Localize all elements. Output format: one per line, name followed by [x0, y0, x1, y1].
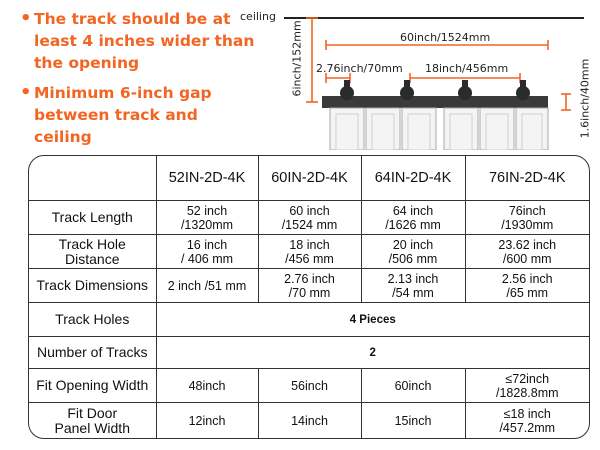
- column-header: 76IN-2D-4K: [465, 156, 589, 201]
- value-cell: 18 inch /456 mm: [258, 235, 361, 269]
- note-text: The track should be at least 4 inches wider than the opening: [34, 10, 255, 72]
- header-corner-cell: [29, 156, 156, 201]
- row-label: Track Hole Distance: [29, 235, 156, 269]
- value-cell: 16 inch / 406 mm: [156, 235, 258, 269]
- table-row: [29, 303, 589, 337]
- table-row: [29, 269, 589, 303]
- column-header: 64IN-2D-4K: [361, 156, 465, 201]
- value-cell: 76inch /1930mm: [465, 201, 589, 235]
- table-row: [29, 235, 589, 269]
- row-label: Number of Tracks: [29, 337, 156, 369]
- value-cell: 23.62 inch /600 mm: [465, 235, 589, 269]
- row-label: Track Length: [29, 201, 156, 235]
- table-row: [29, 201, 589, 235]
- bullet-dot-icon: •: [20, 8, 32, 29]
- track-width-label: 60inch/1524mm: [400, 31, 491, 44]
- hole-spacing-label: 18inch/456mm: [425, 62, 509, 75]
- track-height-label: 1.6inch/40mm: [578, 58, 592, 139]
- gap-label: 6inch/152mm: [290, 20, 304, 97]
- value-cell: 2 inch /51 mm: [156, 269, 258, 303]
- track-diagram: [0, 0, 600, 150]
- merged-value-cell: 4 Pieces: [156, 303, 589, 337]
- spec-table-body: [29, 201, 589, 439]
- spec-table: [29, 156, 589, 439]
- value-cell: 2.13 inch /54 mm: [361, 269, 465, 303]
- value-cell: 20 inch /506 mm: [361, 235, 465, 269]
- value-cell: ≤72inch /1828.8mm: [465, 369, 589, 403]
- value-cell: 60 inch /1524 mm: [258, 201, 361, 235]
- row-label: Fit Opening Width: [29, 369, 156, 403]
- ceiling-label: ceiling: [240, 10, 276, 23]
- table-row: [29, 403, 589, 439]
- row-label: Track Dimensions: [29, 269, 156, 303]
- value-cell: 2.76 inch /70 mm: [258, 269, 361, 303]
- column-header: 52IN-2D-4K: [156, 156, 258, 201]
- value-cell: 52 inch /1320mm: [156, 201, 258, 235]
- value-cell: 14inch: [258, 403, 361, 439]
- end-offset-label: 2.76inch/70mm: [316, 62, 403, 75]
- value-cell: 56inch: [258, 369, 361, 403]
- table-header-row: [29, 156, 589, 201]
- note-text: Minimum 6-inch gap between track and ceiling: [34, 84, 212, 146]
- table-row: [29, 337, 589, 369]
- value-cell: 12inch: [156, 403, 258, 439]
- row-label: Fit Door Panel Width: [29, 403, 156, 439]
- bullet-dot-icon: •: [20, 82, 32, 103]
- value-cell: 48inch: [156, 369, 258, 403]
- value-cell: 15inch: [361, 403, 465, 439]
- table-row: [29, 369, 589, 403]
- spec-table-container: [28, 155, 590, 439]
- value-cell: 2.56 inch /65 mm: [465, 269, 589, 303]
- value-cell: ≤18 inch /457.2mm: [465, 403, 589, 439]
- row-label: Track Holes: [29, 303, 156, 337]
- value-cell: 60inch: [361, 369, 465, 403]
- column-header: 60IN-2D-4K: [258, 156, 361, 201]
- value-cell: 64 inch /1626 mm: [361, 201, 465, 235]
- merged-value-cell: 2: [156, 337, 589, 369]
